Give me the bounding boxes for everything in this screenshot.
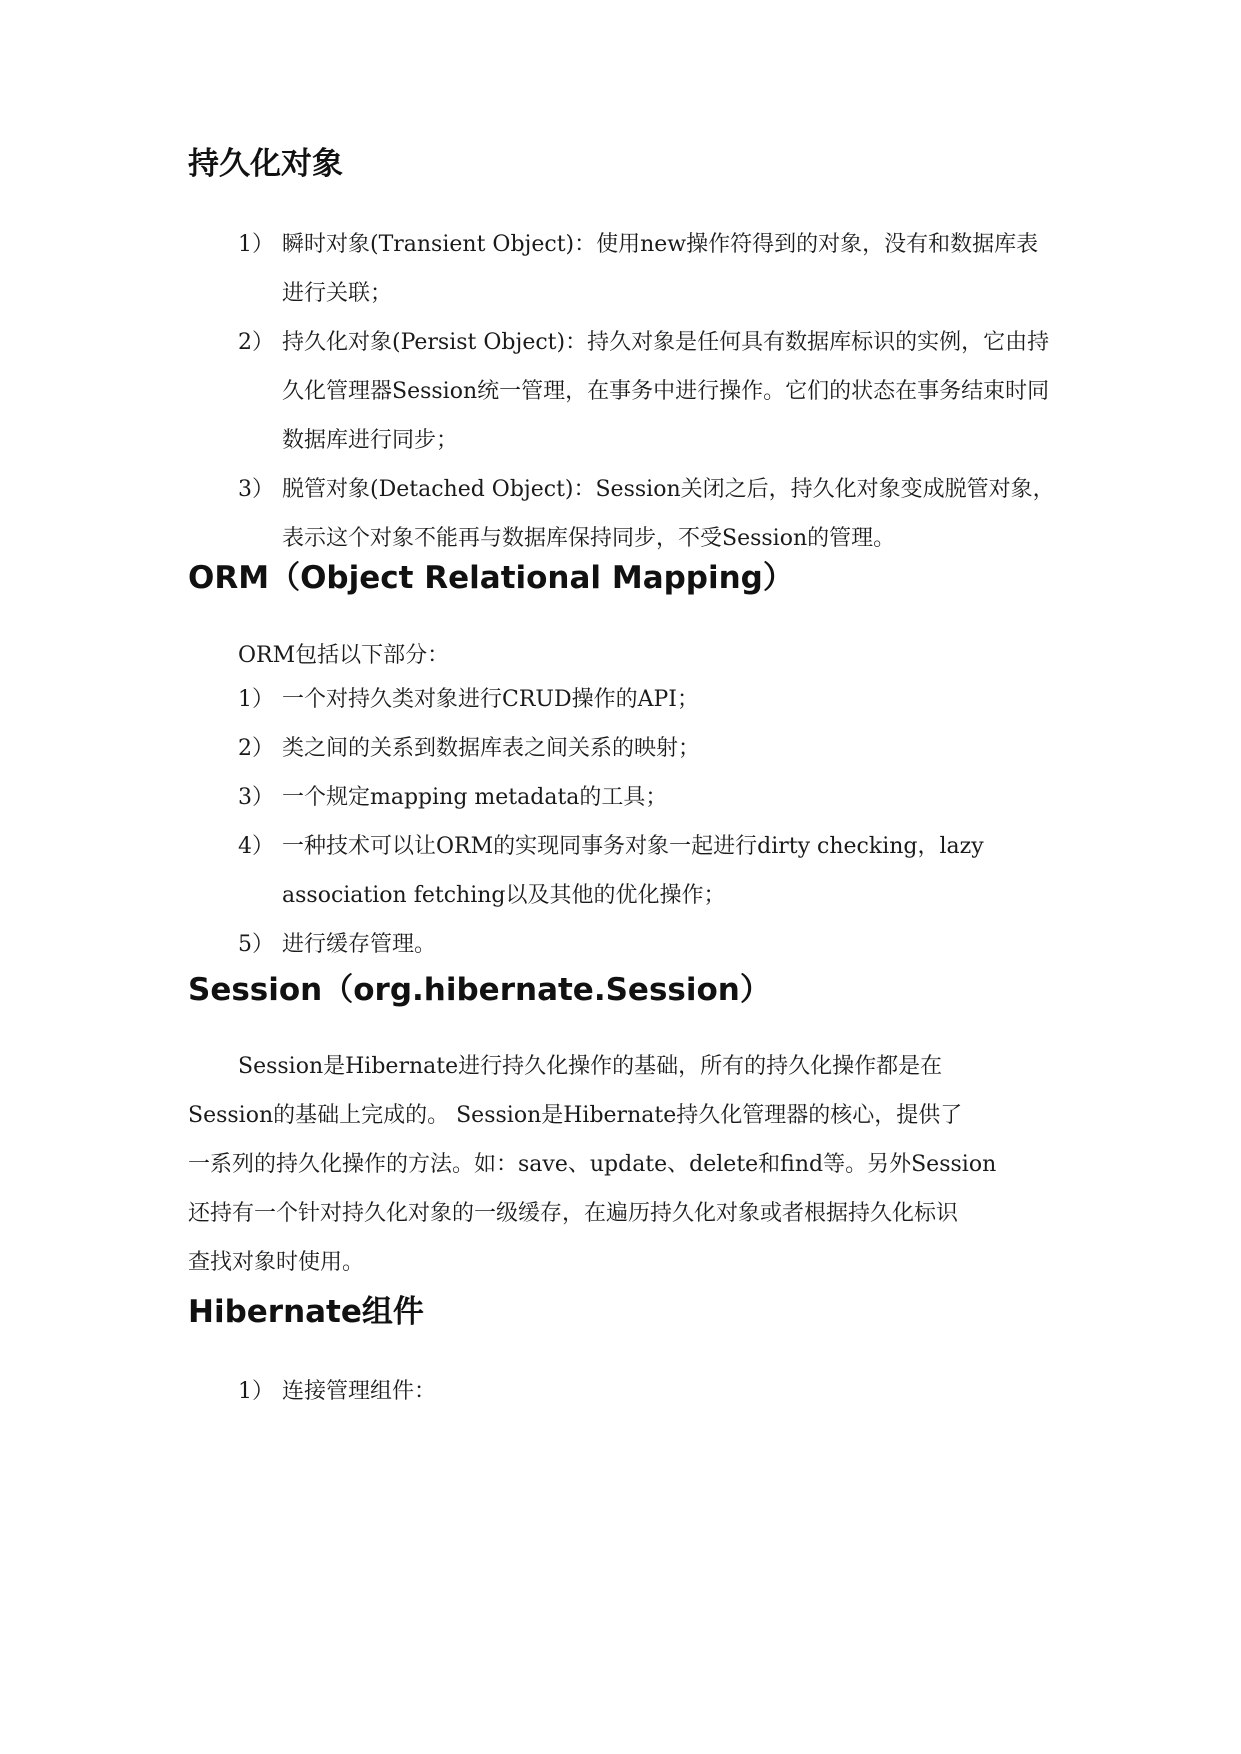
orm-parts-list — [238, 675, 1058, 969]
paragraph-line: Session是Hibernate进行持久化操作的基础，所有的持久化操作都是在 — [238, 1054, 943, 1079]
list-item-text: 连接管理组件： — [282, 1379, 437, 1404]
section-heading-orm: ORM（Object Relational Mapping） — [188, 560, 794, 596]
list-item-text: 进行缓存管理。 — [282, 932, 437, 957]
list-item — [238, 920, 1058, 969]
list-item-text: 一个对持久类对象进行CRUD操作的API； — [282, 687, 699, 712]
section-heading-persistent-objects: 持久化对象 — [188, 146, 343, 182]
paragraph-line: 一系列的持久化操作的方法。如：save、update、delete和find等。另外Session — [188, 1152, 997, 1177]
list-item-number: 3） — [238, 785, 274, 810]
list-item — [238, 220, 1058, 318]
list-item-number: 4） — [238, 834, 274, 859]
list-item — [238, 675, 1058, 724]
section-heading-hibernate-components: Hibernate组件 — [188, 1294, 424, 1330]
list-item-text: 瞬时对象(Transient Object)：使用new操作符得到的对象，没有和数据库表进行关联； — [282, 232, 1039, 306]
list-item-text: 一个规定mapping metadata的工具； — [282, 785, 668, 810]
session-paragraph — [188, 1042, 1058, 1287]
list-item-number: 3） — [238, 477, 274, 502]
list-item — [238, 822, 1058, 920]
list-item-text: 类之间的关系到数据库表之间关系的映射； — [282, 736, 701, 761]
list-item-number: 1） — [238, 1379, 274, 1404]
list-item — [238, 773, 1058, 822]
orm-intro-text: ORM包括以下部分： — [238, 643, 450, 668]
list-item-text: 持久化对象(Persist Object)：持久对象是任何具有数据库标识的实例，它由持久化管理器Session统一管理，在事务中进行操作。它们的状态在事务结束时同数据库进行同步； — [282, 330, 1050, 453]
list-item-text: 一种技术可以让ORM的实现同事务对象一起进行dirty checking，lazy association fetching以及其他的优化操作； — [282, 834, 984, 908]
persistent-objects-list — [238, 220, 1058, 563]
list-item — [238, 318, 1058, 465]
list-item-number: 2） — [238, 330, 274, 355]
list-item-number: 1） — [238, 232, 274, 257]
list-item — [238, 1367, 1058, 1416]
list-item — [238, 724, 1058, 773]
list-item-number: 2） — [238, 736, 274, 761]
list-item — [238, 465, 1058, 563]
list-item-number: 1） — [238, 687, 274, 712]
section-heading-session: Session（org.hibernate.Session） — [188, 972, 771, 1008]
paragraph-line: 查找对象时使用。 — [188, 1250, 365, 1275]
paragraph-line: Session的基础上完成的。 Session是Hibernate持久化管理器的核心，提供了 — [188, 1103, 963, 1128]
paragraph-line: 还持有一个针对持久化对象的一级缓存，在遍历持久化对象或者根据持久化标识 — [188, 1201, 959, 1226]
hibernate-components-list — [238, 1367, 1058, 1416]
list-item-number: 5） — [238, 932, 274, 957]
list-item-text: 脱管对象(Detached Object)：Session关闭之后，持久化对象变成脱管对象，表示这个对象不能再与数据库保持同步，不受Session的管理。 — [282, 477, 1055, 551]
